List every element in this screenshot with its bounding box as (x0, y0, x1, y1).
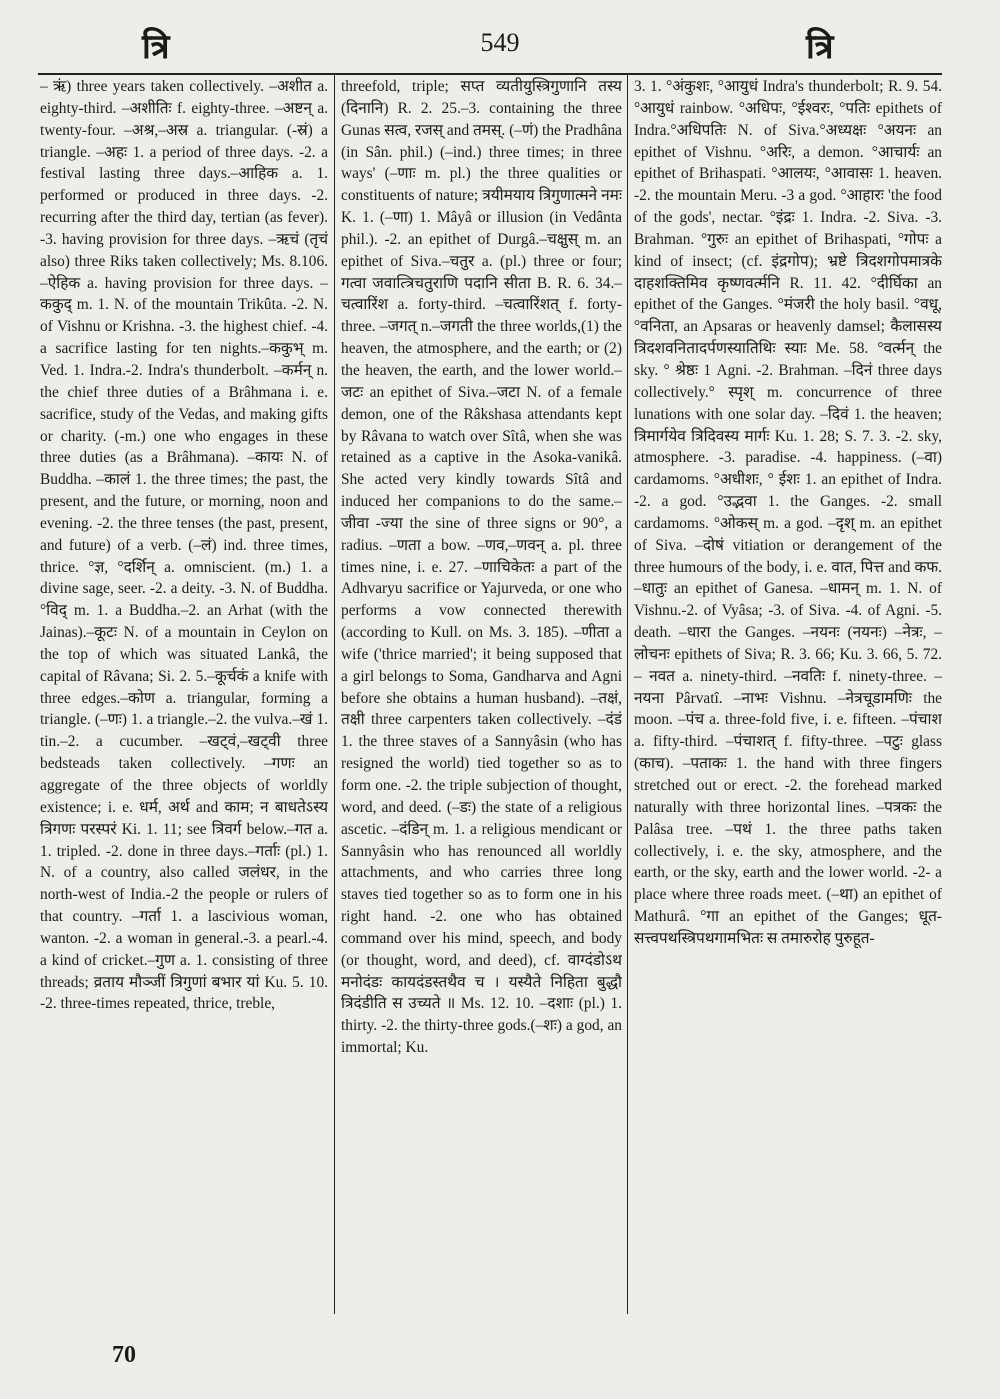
dictionary-column-3 (634, 76, 942, 1316)
column-text: 3. 1. °अंकुशः, °आयुधं Indra's thunderbolt; R. 9. 54. °आयुधं rainbow. °अधिपः, °ईश्वरः, °पतिः epithets of Indra.°अधिपतिः N. of Siva.°अध्यक्षः °अयनः an epithet of Vishnu. °अरिः, a demon. °आचार्यः an epithet of Brihaspati. °आलयः, °आवासः 1. heaven. -2. the mountain Meru. -3 a god. °आहारः 'the food of the gods', nectar. °इंद्रः 1. Indra. -2. Siva. -3. Brahman. °गुरुः an epithet of Brihaspati, °गोपः a kind of insect; (cf. इंद्रगोप); भ्रष्टे त्रिदशगोपमात्रके दाहशक्तिमिव कृष्णवर्त्मनि R. 11. 42. °दीर्घिका an epithet of the Ganges. °मंजरी the holy basil. °वधू, °वनिता, an Apsaras or heavenly damsel; कैलासस्य त्रिदशवनितादर्पणस्यातिथिः स्याः Me. 58. °वर्त्मन् the sky. ° श्रेष्ठः 1 Agni. -2. Brahman. –दिनं three days collectively.° स्पृश् m. concurrence of three lunations with one solar day. –दिवं 1. the heaven; त्रिमार्गयेव त्रिदिवस्य मार्गः Ku. 1. 28; S. 7. 3. -2. sky, atmosphere. -3. paradise. -4. happiness. (–वा) cardamoms. °अधीशः, ° ईशः 1. an epithet of Indra. -2. a god. °उद्भवा 1. the Ganges. -2. small cardamoms. °ओकस् m. a god. –दृश् m. an epithet of Siva. –दोषं vitiation or derangement of the three humours of the body, i. e. वात, पित्त and कफ. –धातुः an epithet of Ganesa. –धामन् m. 1. N. of Vishnu.-2. of Vyâsa; -3. of Siva. -4. of Agni. -5. death. –धारा the Ganges. –नयनः (नयनः) –नेत्रः, –लोचनः epithets of Siva; R. 3. 66; Ku. 3. 66, 5. 72. – नवत a. ninety-third. –नवतिः f. ninety-three. –नयना Pârvatî. –नाभः Vishnu. –नेत्रचूडामणिः the moon. –पंच a. three-fold five, i. e. fifteen. –पंचाश a. fifty-third. –पंचाशत् f. fifty-three. –पटुः glass (काच). –पताकः 1. the hand with three fingers stretched out or erect. -2. the forehead marked naturally with three horizontal lines. –पत्रकः the Palâsa tree. –पथं 1. the three paths taken collectively, i. e. the sky, atmosphere, and the earth, or the sky, earth and the lower world. -2- a place where three roads meet. (–था) an epithet of Mathurâ. °गा an epithet of the Ganges; धूत-सत्त्वपथस्त्रिपथगामभितः स तमारुरोह पुरुहूत- (634, 78, 942, 947)
signature-mark: 70 (112, 1342, 136, 1368)
column-divider-1 (334, 74, 335, 1314)
page-header (0, 0, 1000, 74)
column-text: threefold, triple; सप्त व्यतीयुस्त्रिगुणानि तस्य (दिनानि) R. 2. 25.–3. containing the three Gunas सत्व, रजस् and तमस्. (–णं) the Pradhâna (in Sân. phil.) (–ind.) three times; in three ways' (–णाः m. pl.) the three qualities or constituents of nature; त्रयीमयाय त्रिगुणात्मने नमः K. 1. (–णा) 1. Mâyâ or illusion (in Vedânta phil.). -2. an epithet of Durgâ.–चक्षुस् m. an epithet of Siva.–चतुर a. (pl.) three or four; गत्वा जवात्त्रिचतुराणि पदानि सीता B. R. 6. 34.–चत्वारिंश a. forty-third. –चत्वारिंशत् f. forty-three. –जगत् n.–जगती the three worlds,(1) the heaven, the atmosphere, and the earth; or (2) the heaven, the earth, and the lower world.–जटः an epithet of Siva.–जटा N. of a female demon, one of the Râkshasa attendants kept by Râvana to watch over Sîtâ, when she was retained as a captive in the Asoka-vanikâ. She acted very kindly towards Sîtâ and induced her companions to do the same.–जीवा -ज्या the sine of three signs or 90°, a radius. –णता a bow. –णव,–णवन् a. pl. three times nine, i. e. 27. –णाचिकेतः a part of the Adhvaryu sacrifice or Yajurveda, or one who performs a vow connected therewith (according to Kull. on Ms. 3. 185). –णीता a wife ('thrice married'; it being supposed that a girl belongs to Soma, Gandharva and Agni before she obtains a human husband). –तक्षं, तक्षी three carpenters taken collectively. –दंडं 1. the three staves of a Sannyâsin (who has resigned the world) tied together so as to form one. -2. the triple subjection of thought, word, and deed. (–डः) the state of a religious ascetic. –दंडिन् m. 1. a religious mendicant or Sannyâsin who has renounced all worldly attachments, and who carries three long staves tied together so as to form one in his right hand. -2. one who has obtained command over his mind, speech, and body (or thought, word, and deed), cf. वाग्दंडोऽथ मनोदंडः कायदंडस्तथैव च । यस्यैते निहिता बुद्धौ त्रिदंडीति स उच्यते ॥ Ms. 12. 10. –दशाः (pl.) 1. thirty. -2. the thirty-three gods.(–शः) a god, an immortal; Ku. (341, 78, 622, 1057)
column-divider-2 (627, 74, 628, 1314)
dictionary-column-1 (40, 76, 328, 1316)
dictionary-column-2 (341, 76, 622, 1316)
left-guide-word: त्रि (142, 27, 170, 67)
column-text: – ऋं) three years taken collectively. –अशीत a. eighty-third. –अशीतिः f. eighty-three. –अष्टन् a. twenty-four. –अश्र,–अस्र a. triangular. (-स्रं) a triangle. –अहः 1. a period of three days. -2. a festival lasting three days.–आहिक a. 1. performed or produced in three days. -2. recurring after the third day, tertian (as fever). -3. having provision for three days. –ऋचं (तृचं also) three Riks taken collectively; Ms. 8.106. –ऐहिक a. having provision for three days. –ककुद् m. 1. N. of the mountain Trikûta. -2. N. of Vishnu or Krishna. -3. the highest chief. -4. a sacrifice lasting for ten nights.–ककुभ् m. Ved. 1. Indra.-2. Indra's thunderbolt. –कर्मन् n. the chief three duties of a Brâhmana i. e. sacrifice, study of the Vedas, and making gifts or charity. (-m.) one who engages in these three duties (as a Brâhmana). –कायः N. of Buddha. –कालं 1. the three times; the past, the present, and the future, or morning, noon and evening. -2. the three tenses (the past, present, and future) of a verb. (–लं) ind. three times, thrice. °ज्ञ, °दर्शिन् a. omniscient. (m.) 1. a divine sage, seer. -2. a deity. -3. N. of Buddha. °विद् m. 1. a Buddha.–2. an Arhat (with the Jainas).–कूटः N. of a mountain in Ceylon on the top of which was situated Lankâ, the capital of Râvana; Si. 2. 5.–कूर्चकं a knife with three edges.–कोण a. triangular, forming a triangle. (–णः) 1. a triangle.–2. the vulva.–खं 1. tin.–2. a cucumber. –खट्वं,–खट्वी three bedsteads taken collectively. –गणः an aggregate of the three objects of worldly existence; i. e. धर्म, अर्थ and काम; न बाधतेऽस्य त्रिगणः परस्परं Ki. 1. 11; see त्रिवर्ग below.–गत a. 1. tripled. -2. done in three days.–गर्ताः (pl.) 1. N. of a country, also called जलंधर, in the north-west of India.-2 the people or rulers of that country. –गर्ता 1. a lascivious woman, wanton. -2. a woman in general.-3. a pearl.-4. a kind of cricket.–गुण a. 1. consisting of three threads; व्रताय मौञ्जीं त्रिगुणां बभार यां Ku. 5. 10. -2. three-times repeated, thrice, treble, (40, 78, 328, 1013)
right-guide-word: त्रि (806, 27, 834, 67)
header-rule (38, 73, 942, 75)
page-number: 549 (480, 28, 520, 57)
